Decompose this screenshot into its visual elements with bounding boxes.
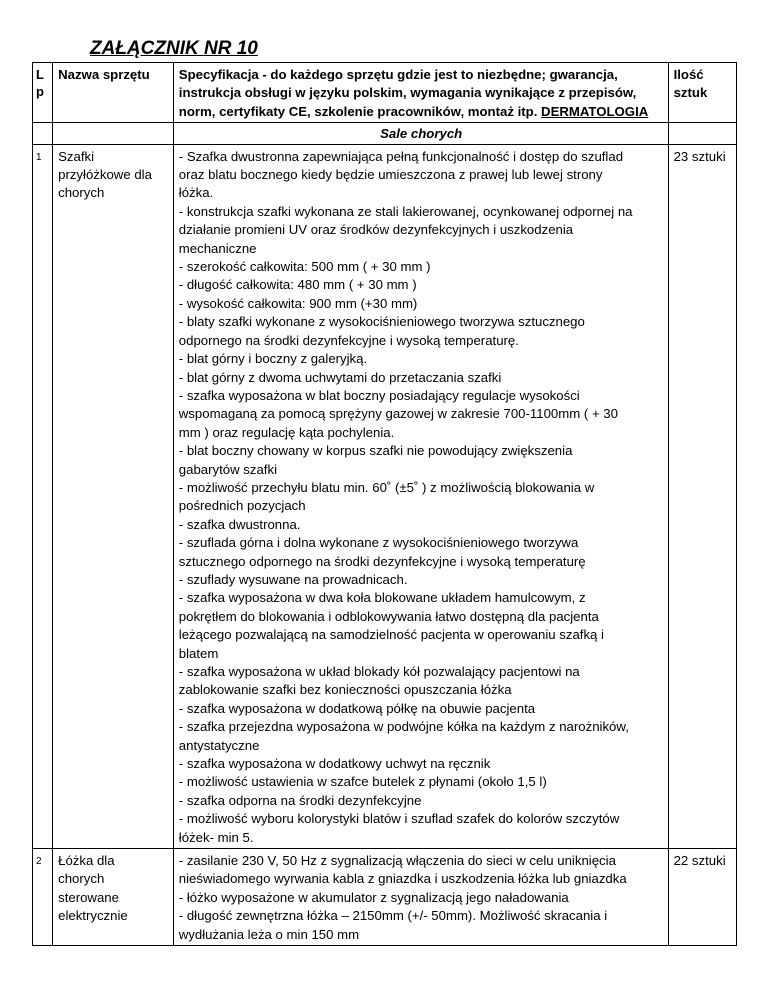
spec-line: - szafka wyposażona w dodatkowy uchwyt na ręcznik xyxy=(178,756,491,772)
table-header-row xyxy=(33,63,737,123)
spec-line: działanie promieni UV oraz środków dezynfekcyjnych i uszkodzenia xyxy=(178,222,574,238)
spec-line: nieświadomego wyrwania kabla z gniazdka i uszkodzenia łóżka lub gniazdka xyxy=(178,871,627,887)
spec-line: łóżka. xyxy=(178,185,214,201)
equipment-table xyxy=(32,62,737,946)
spec-line: - blat górny i boczny z galeryjką. xyxy=(178,351,368,367)
equipment-spec xyxy=(173,849,668,946)
lp-header xyxy=(33,63,53,123)
spec-line: - szafka przejezdna wyposażona w podwójne kółka na każdym z narożników, xyxy=(178,719,629,735)
spec-line: - szafka dwustronna. xyxy=(178,516,301,532)
spec-line: - blat boczny chowany w korpus szafki nie powodujący zwiększenia xyxy=(178,443,573,459)
spec-header-line: instrukcja obsługi w języku polskim, wymagania wynikające z przepisów, xyxy=(178,85,637,101)
name-line: sterowane xyxy=(58,889,119,905)
spec-line: - szafka wyposażona w układ blokady kół pozwalający pacjentowi na xyxy=(178,664,580,679)
equipment-name xyxy=(53,144,174,848)
name-line: przyłóżkowe dla xyxy=(58,167,152,183)
spec-line: - możliwość wyboru kolorystyki blatów i szuflad szafek do kolorów szczytów xyxy=(178,811,620,827)
spec-line: - długość całkowita: 480 mm ( + 30 mm ) xyxy=(178,277,417,293)
spec-line: wspomaganą za pomocą sprężyny gazowej w zakresie 700-1100mm ( + 30 xyxy=(178,406,618,422)
spec-line: wydłużania leża o min 150 mm xyxy=(178,926,360,942)
section-empty-cell xyxy=(53,123,174,144)
spec-line: - szuflady wysuwane na prowadnicach. xyxy=(178,571,408,587)
spec-line: - konstrukcja szafki wykonana ze stali lakierowanej, ocynkowanej odpornej na xyxy=(178,203,633,219)
spec-line: mm ) oraz regulację kąta pochylenia. xyxy=(178,424,395,440)
spec-line: gabarytów szafki xyxy=(178,461,277,477)
spec-line: łóżek- min 5. xyxy=(178,829,254,845)
spec-line: oraz blatu bocznego kiedy będzie umieszczona z prawej lub lewej strony xyxy=(178,167,603,183)
spec-line: - zasilanie 230 V, 50 Hz z sygnalizacją włączenia do sieci w celu uniknięcia xyxy=(178,853,616,869)
table-row xyxy=(33,849,737,946)
spec-line: - łóżko wyposażone w akumulator z sygnalizacją jego naładowania xyxy=(178,889,569,905)
spec-line: - szafka wyposażona w dwa koła blokowane układem hamulcowym, z xyxy=(178,590,586,606)
name-header: Nazwa sprzętu xyxy=(53,63,174,123)
document-title: ZAŁĄCZNIK NR 10 xyxy=(90,38,258,59)
spec-header-line xyxy=(179,103,664,121)
table-row xyxy=(33,144,737,848)
qty-header xyxy=(668,63,736,123)
lp-header-line-1: L xyxy=(36,67,44,82)
spec-line: - szafka wyposażona w blat boczny posiadający regulacje wysokości xyxy=(178,387,580,403)
spec-line: odpornego na środki dezynfekcyjne i wysoką temperaturę. xyxy=(178,332,519,348)
spec-header-line: Specyfikacja - do każdego sprzętu gdzie jest to niezbędne; gwarancja, xyxy=(178,67,618,82)
equipment-qty: 23 sztuki xyxy=(668,144,736,848)
spec-line: pokrętłem do blokowania i odblokowywania łatwo dostępną dla pacjenta xyxy=(178,608,599,624)
spec-line: - długość zewnętrzna łóżka – 2150mm (+/- 50mm). Możliwość skracania i xyxy=(178,908,608,924)
qty-header-line-1: Ilość xyxy=(673,67,704,82)
name-line: chorych xyxy=(58,185,105,201)
name-line: elektrycznie xyxy=(58,908,128,924)
name-line: Łóżka dla xyxy=(58,853,115,869)
spec-line: - możliwość przechyłu blatu min. 60˚ (±5˚ ) z możliwością blokowania w xyxy=(178,479,595,495)
equipment-spec xyxy=(173,144,668,848)
spec-line: mechaniczne xyxy=(178,240,257,256)
spec-header xyxy=(173,63,668,123)
row-number: 2 xyxy=(33,849,53,946)
row-number: 1 xyxy=(33,144,53,848)
equipment-qty: 22 sztuki xyxy=(668,849,736,946)
spec-line: - blaty szafki wykonane z wysokociśnieniowego tworzywa sztucznego xyxy=(178,314,585,330)
spec-line: - szafka odporna na środki dezynfekcyjne xyxy=(178,792,422,808)
spec-line: - możliwość ustawienia w szafce butelek z płynami (około 1,5 l) xyxy=(178,774,547,790)
spec-header-line-text: norm, certyfikaty CE, szkolenie pracowników, montaż itp. xyxy=(178,103,542,119)
section-label: Sale chorych xyxy=(173,123,668,144)
section-row xyxy=(33,123,737,144)
qty-header-line-2: sztuk xyxy=(673,85,708,101)
spec-line: - szerokość całkowita: 500 mm ( + 30 mm ) xyxy=(178,259,431,275)
lp-header-line-2: p xyxy=(36,84,44,99)
department-label: DERMATOLOGIA xyxy=(541,103,649,119)
section-empty-cell xyxy=(668,123,736,144)
spec-line: - szuflada górna i dolna wykonane z wysokociśnieniowego tworzywa xyxy=(178,535,579,551)
spec-line: - szafka wyposażona w dodatkową półkę na obuwie pacjenta xyxy=(178,700,536,716)
name-line: chorych xyxy=(58,871,105,887)
spec-line: blatem xyxy=(178,645,219,661)
spec-line: antystatyczne xyxy=(178,737,260,753)
spec-line: pośrednich pozycjach xyxy=(178,498,306,514)
section-empty-cell xyxy=(33,123,53,144)
spec-line: zablokowanie szafki bez konieczności opuszczania łóżka xyxy=(178,682,512,698)
spec-line: - wysokość całkowita: 900 mm (+30 mm) xyxy=(178,295,418,311)
spec-line: - blat górny z dwoma uchwytami do przetaczania szafki xyxy=(178,369,502,385)
equipment-name xyxy=(53,849,174,946)
spec-line: sztucznego odpornego na środki dezynfekcyjne i wysoką temperaturę xyxy=(178,553,586,569)
spec-line: - Szafka dwustronna zapewniająca pełną funkcjonalność i dostęp do szuflad xyxy=(178,148,624,164)
name-line: Szafki xyxy=(58,148,95,164)
spec-line: leżącego pozwalającą na samodzielność pacjenta w operowaniu szafką i xyxy=(178,627,604,643)
